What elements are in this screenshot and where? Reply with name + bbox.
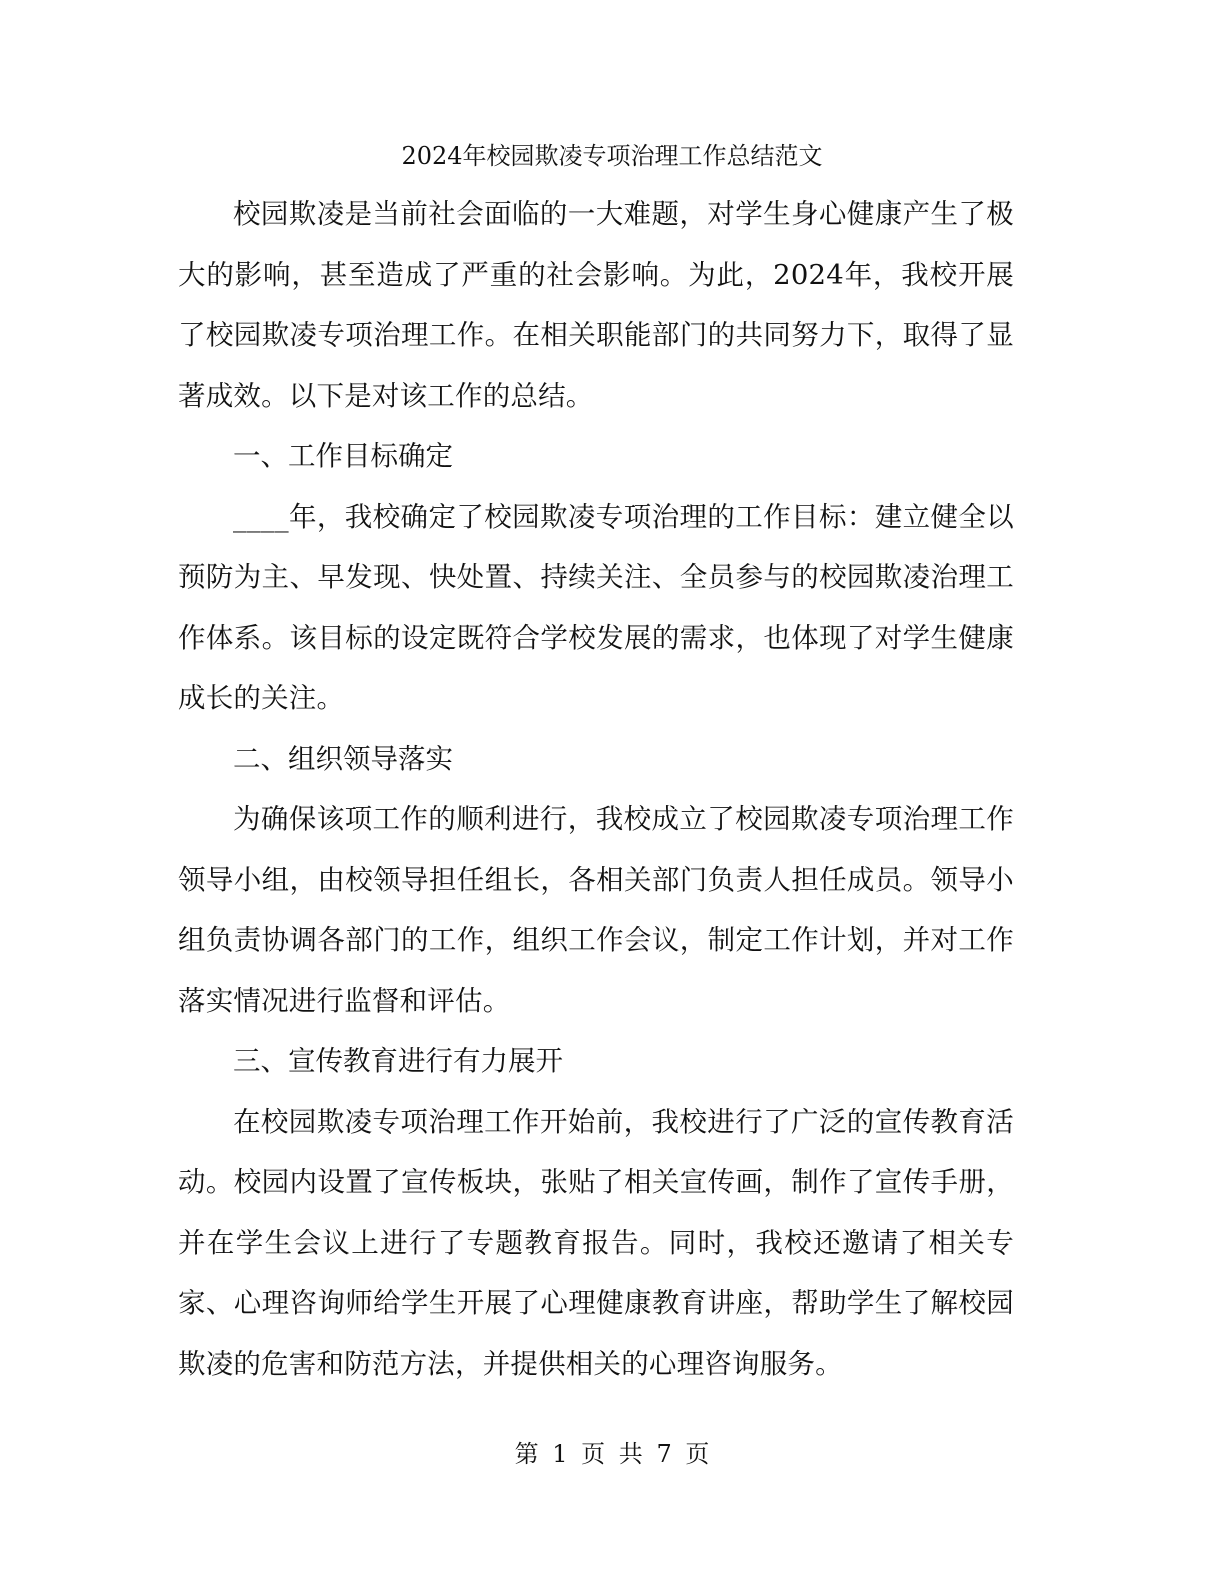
paragraph-publicity: 在校园欺凌专项治理工作开始前，我校进行了广泛的宣传教育活动。校园内设置了宣传板块，张贴了相关宣传画，制作了宣传手册，并在学生会议上进行了专题教育报告。同时，我校还邀请了相关专家、心理咨询师给学生开展了心理健康教育讲座，帮助学生了解校园欺凌的危害和防范方法，并提供相关的心理咨询服务。 xyxy=(178,1105,1014,1380)
page-footer: 第 1 页 共 7 页 xyxy=(514,1440,710,1468)
document-title: 2024年校园欺凌专项治理工作总结范文 xyxy=(401,142,823,170)
paragraph-goals: ____年，我校确定了校园欺凌专项治理的工作目标：建立健全以预防为主、早发现、快处置、持续关注、全员参与的校园欺凌治理工作体系。该目标的设定既符合学校发展的需求，也体现了对学生健康成长的关注。 xyxy=(178,500,1014,714)
document-body xyxy=(178,184,1014,1394)
paragraph-intro: 校园欺凌是当前社会面临的一大难题，对学生身心健康产生了极大的影响，甚至造成了严重的社会影响。为此，2024年，我校开展了校园欺凌专项治理工作。在相关职能部门的共同努力下，取得了显著成效。以下是对该工作的总结。 xyxy=(178,198,1014,412)
paragraph-leadership: 为确保该项工作的顺利进行，我校成立了校园欺凌专项治理工作领导小组，由校领导担任组长，各相关部门负责人担任成员。领导小组负责协调各部门的工作，组织工作会议，制定工作计划，并对工作落实情况进行监督和评估。 xyxy=(178,803,1014,1017)
section-heading-publicity: 三、宣传教育进行有力展开 xyxy=(233,1045,563,1077)
section-heading-goals: 一、工作目标确定 xyxy=(233,440,453,472)
section-heading-leadership: 二、组织领导落实 xyxy=(233,742,453,775)
